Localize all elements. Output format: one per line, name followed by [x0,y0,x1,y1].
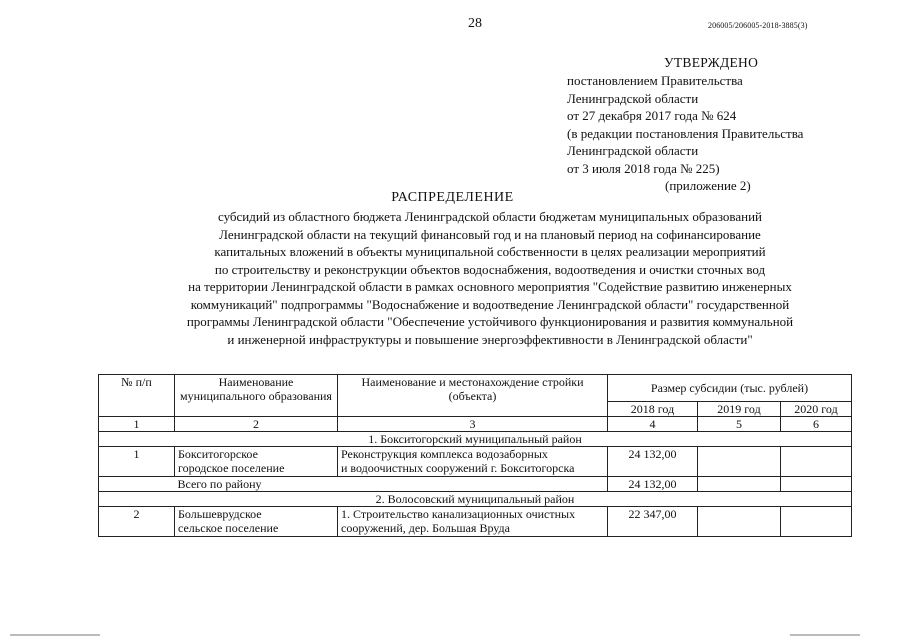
municipality-line: Большеврудское [178,507,262,521]
approval-line: постановлением Правительства [567,73,743,88]
object-name [338,507,608,537]
subtitle-line: капитальных вложений в объекты муниципальной собственности в целях реализации мероприятий [214,244,766,259]
total-2020 [781,477,852,492]
section-title: 1. Бокситогорский муниципальный район [99,432,852,447]
column-number: 2 [175,417,338,432]
subtitle-line: на территории Ленинградской области в рамках основного мероприятия "Содействие развитию инженерных [188,279,792,294]
header-year-2020: 2020 год [781,402,852,417]
subtitle-line: программы Ленинградской области "Обеспечение устойчивого функционирования и развития коммунальной [186,314,794,329]
amount-2020 [781,447,852,477]
column-number: 3 [338,417,608,432]
subtitle-line: Ленинградской области на текущий финансовый год и на плановый период на софинансирование [219,226,761,242]
scan-artifact [10,634,100,636]
amount-2019 [698,507,781,537]
header-object: Наименование и местонахождение стройки (объекта) [338,375,608,417]
table-row [99,447,852,477]
approval-line: от 27 декабря 2017 года № 624 [567,108,737,123]
municipality-line: сельское поселение [178,521,279,535]
header-year-2019: 2019 год [698,402,781,417]
page-number: 28 [468,16,482,31]
approval-heading: УТВЕРЖДЕНО [664,55,759,70]
subtitle-line: коммуникаций" подпрограммы "Водоснабжение и водоотведение Ленинградской области" государственной [190,296,790,312]
object-line: сооружений, дер. Большая Вруда [341,521,510,535]
amount-2018: 22 347,00 [608,507,698,537]
column-number: 6 [781,417,852,432]
total-2018: 24 132,00 [608,477,698,492]
table-row [99,507,852,537]
header-year-2018: 2018 год [608,402,698,417]
total-label: Всего по району [175,477,608,492]
row-number: 1 [99,447,175,477]
document-title: РАСПРЕДЕЛЕНИЕ [391,190,514,205]
total-2019 [698,477,781,492]
column-number: 5 [698,417,781,432]
approval-line: Ленинградской области [567,90,699,106]
amount-2019 [698,447,781,477]
municipality-line: Бокситогорское [178,447,258,461]
document-subtitle [100,208,880,348]
object-line: Реконструкция комплекса водозаборных [341,447,548,461]
appendix-label: (приложение 2) [665,178,751,193]
section-title: 2. Волосовский муниципальный район [99,492,852,507]
object-line: 1. Строительство канализационных очистных [341,507,576,521]
row-number: 2 [99,507,175,537]
subsidy-table [98,374,852,537]
object-name [338,447,608,477]
scan-artifact [790,634,860,636]
header-num: № п/п [99,375,175,417]
approval-line: Ленинградской области [567,143,699,158]
approval-line: (в редакции постановления Правительства [567,125,804,141]
approval-line: от 3 июля 2018 года № 225) [567,160,720,176]
object-line: и водоочистных сооружений г. Бокситогорска [341,461,575,475]
municipality-name [175,507,338,537]
subtitle-line: по строительству и реконструкции объектов водоснабжения, водоотведения и очистки сточных вод [214,261,766,277]
subtitle-line: и инженерной инфраструктуры и повышение энергоэффективности в Ленинградской области" [227,331,753,347]
header-municipality: Наименование муниципального образования [175,375,338,417]
amount-2020 [781,507,852,537]
column-number: 1 [99,417,175,432]
amount-2018: 24 132,00 [608,447,698,477]
municipality-line: городское поселение [178,461,285,475]
subtitle-line: субсидий из областного бюджета Ленинградской области бюджетам муниципальных образований [217,209,762,224]
document-code: 206005/206005-2018-3885(3) [708,21,808,30]
header-subsidy: Размер субсидии (тыс. рублей) [608,375,852,402]
municipality-name [175,447,338,477]
total-row [99,477,852,492]
column-number: 4 [608,417,698,432]
